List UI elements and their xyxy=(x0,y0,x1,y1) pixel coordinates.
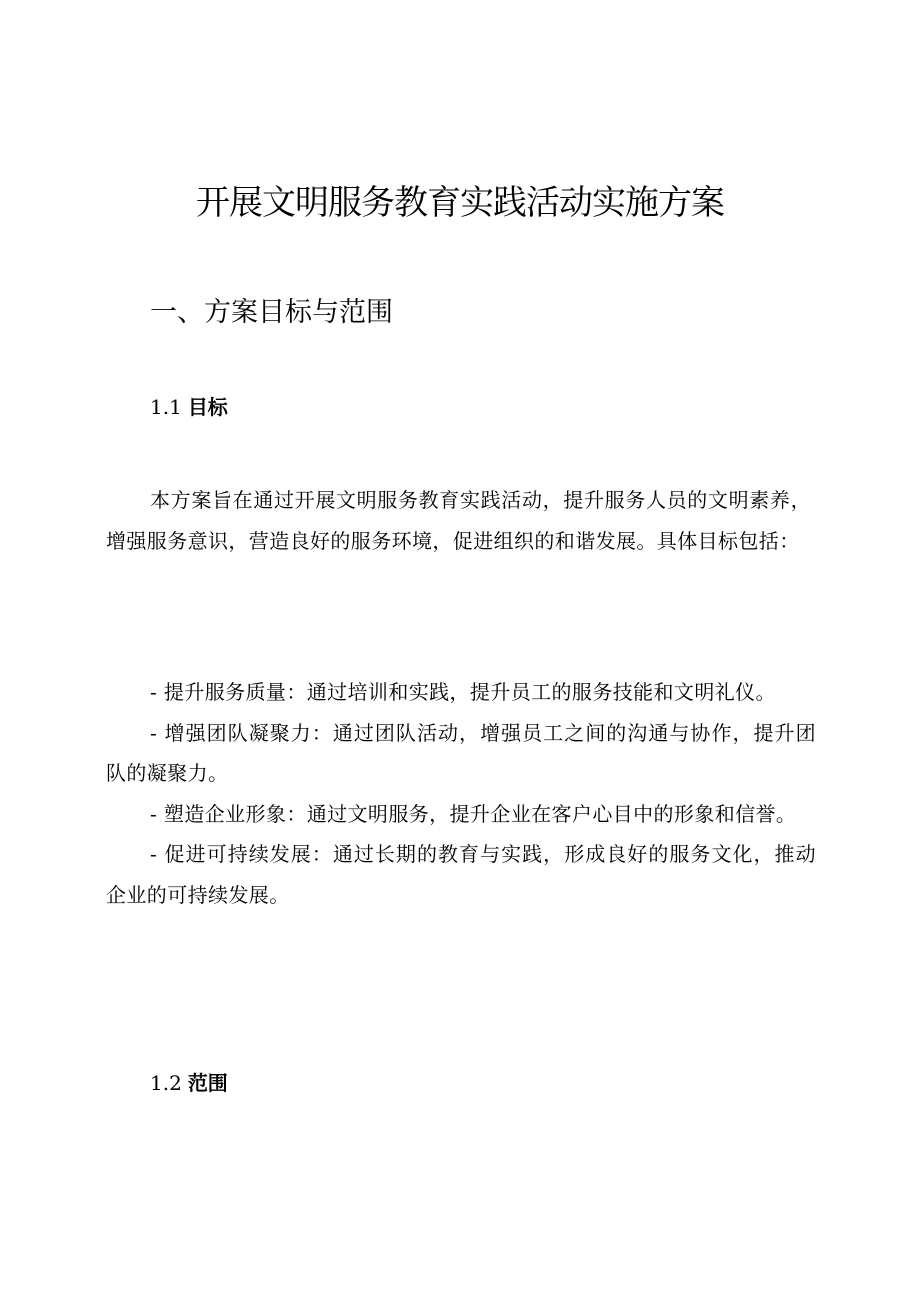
subsection-heading-1-2 xyxy=(150,1068,228,1098)
subsection-heading-1-1 xyxy=(150,392,228,422)
list-item: - 促进可持续发展：通过长期的教育与实践，形成良好的服务文化，推动企业的可持续发展。 xyxy=(106,842,816,907)
subsection-title: 目标 xyxy=(187,395,228,419)
subsection-number: 1.1 xyxy=(150,395,182,419)
goal-list xyxy=(106,672,816,915)
list-item: - 提升服务质量：通过培训和实践，提升员工的服务技能和文明礼仪。 xyxy=(150,680,776,704)
list-item: - 塑造企业形象：通过文明服务，提升企业在客户心目中的形象和信誉。 xyxy=(150,801,797,826)
subsection-number: 1.2 xyxy=(150,1071,182,1095)
document-title: 开展文明服务教育实践活动实施方案 xyxy=(196,183,724,223)
intro-paragraph: 本方案旨在通过开展文明服务教育实践活动，提升服务人员的文明素养，增强服务意识，营造良好的服务环境，促进组织的和谐发展。具体目标包括： xyxy=(106,488,811,553)
subsection-title: 范围 xyxy=(187,1071,228,1095)
list-item: - 增强团队凝聚力：通过团队活动，增强员工之间的沟通与协作，提升团队的凝聚力。 xyxy=(106,720,816,785)
section-heading-1: 一、方案目标与范围 xyxy=(150,297,393,328)
